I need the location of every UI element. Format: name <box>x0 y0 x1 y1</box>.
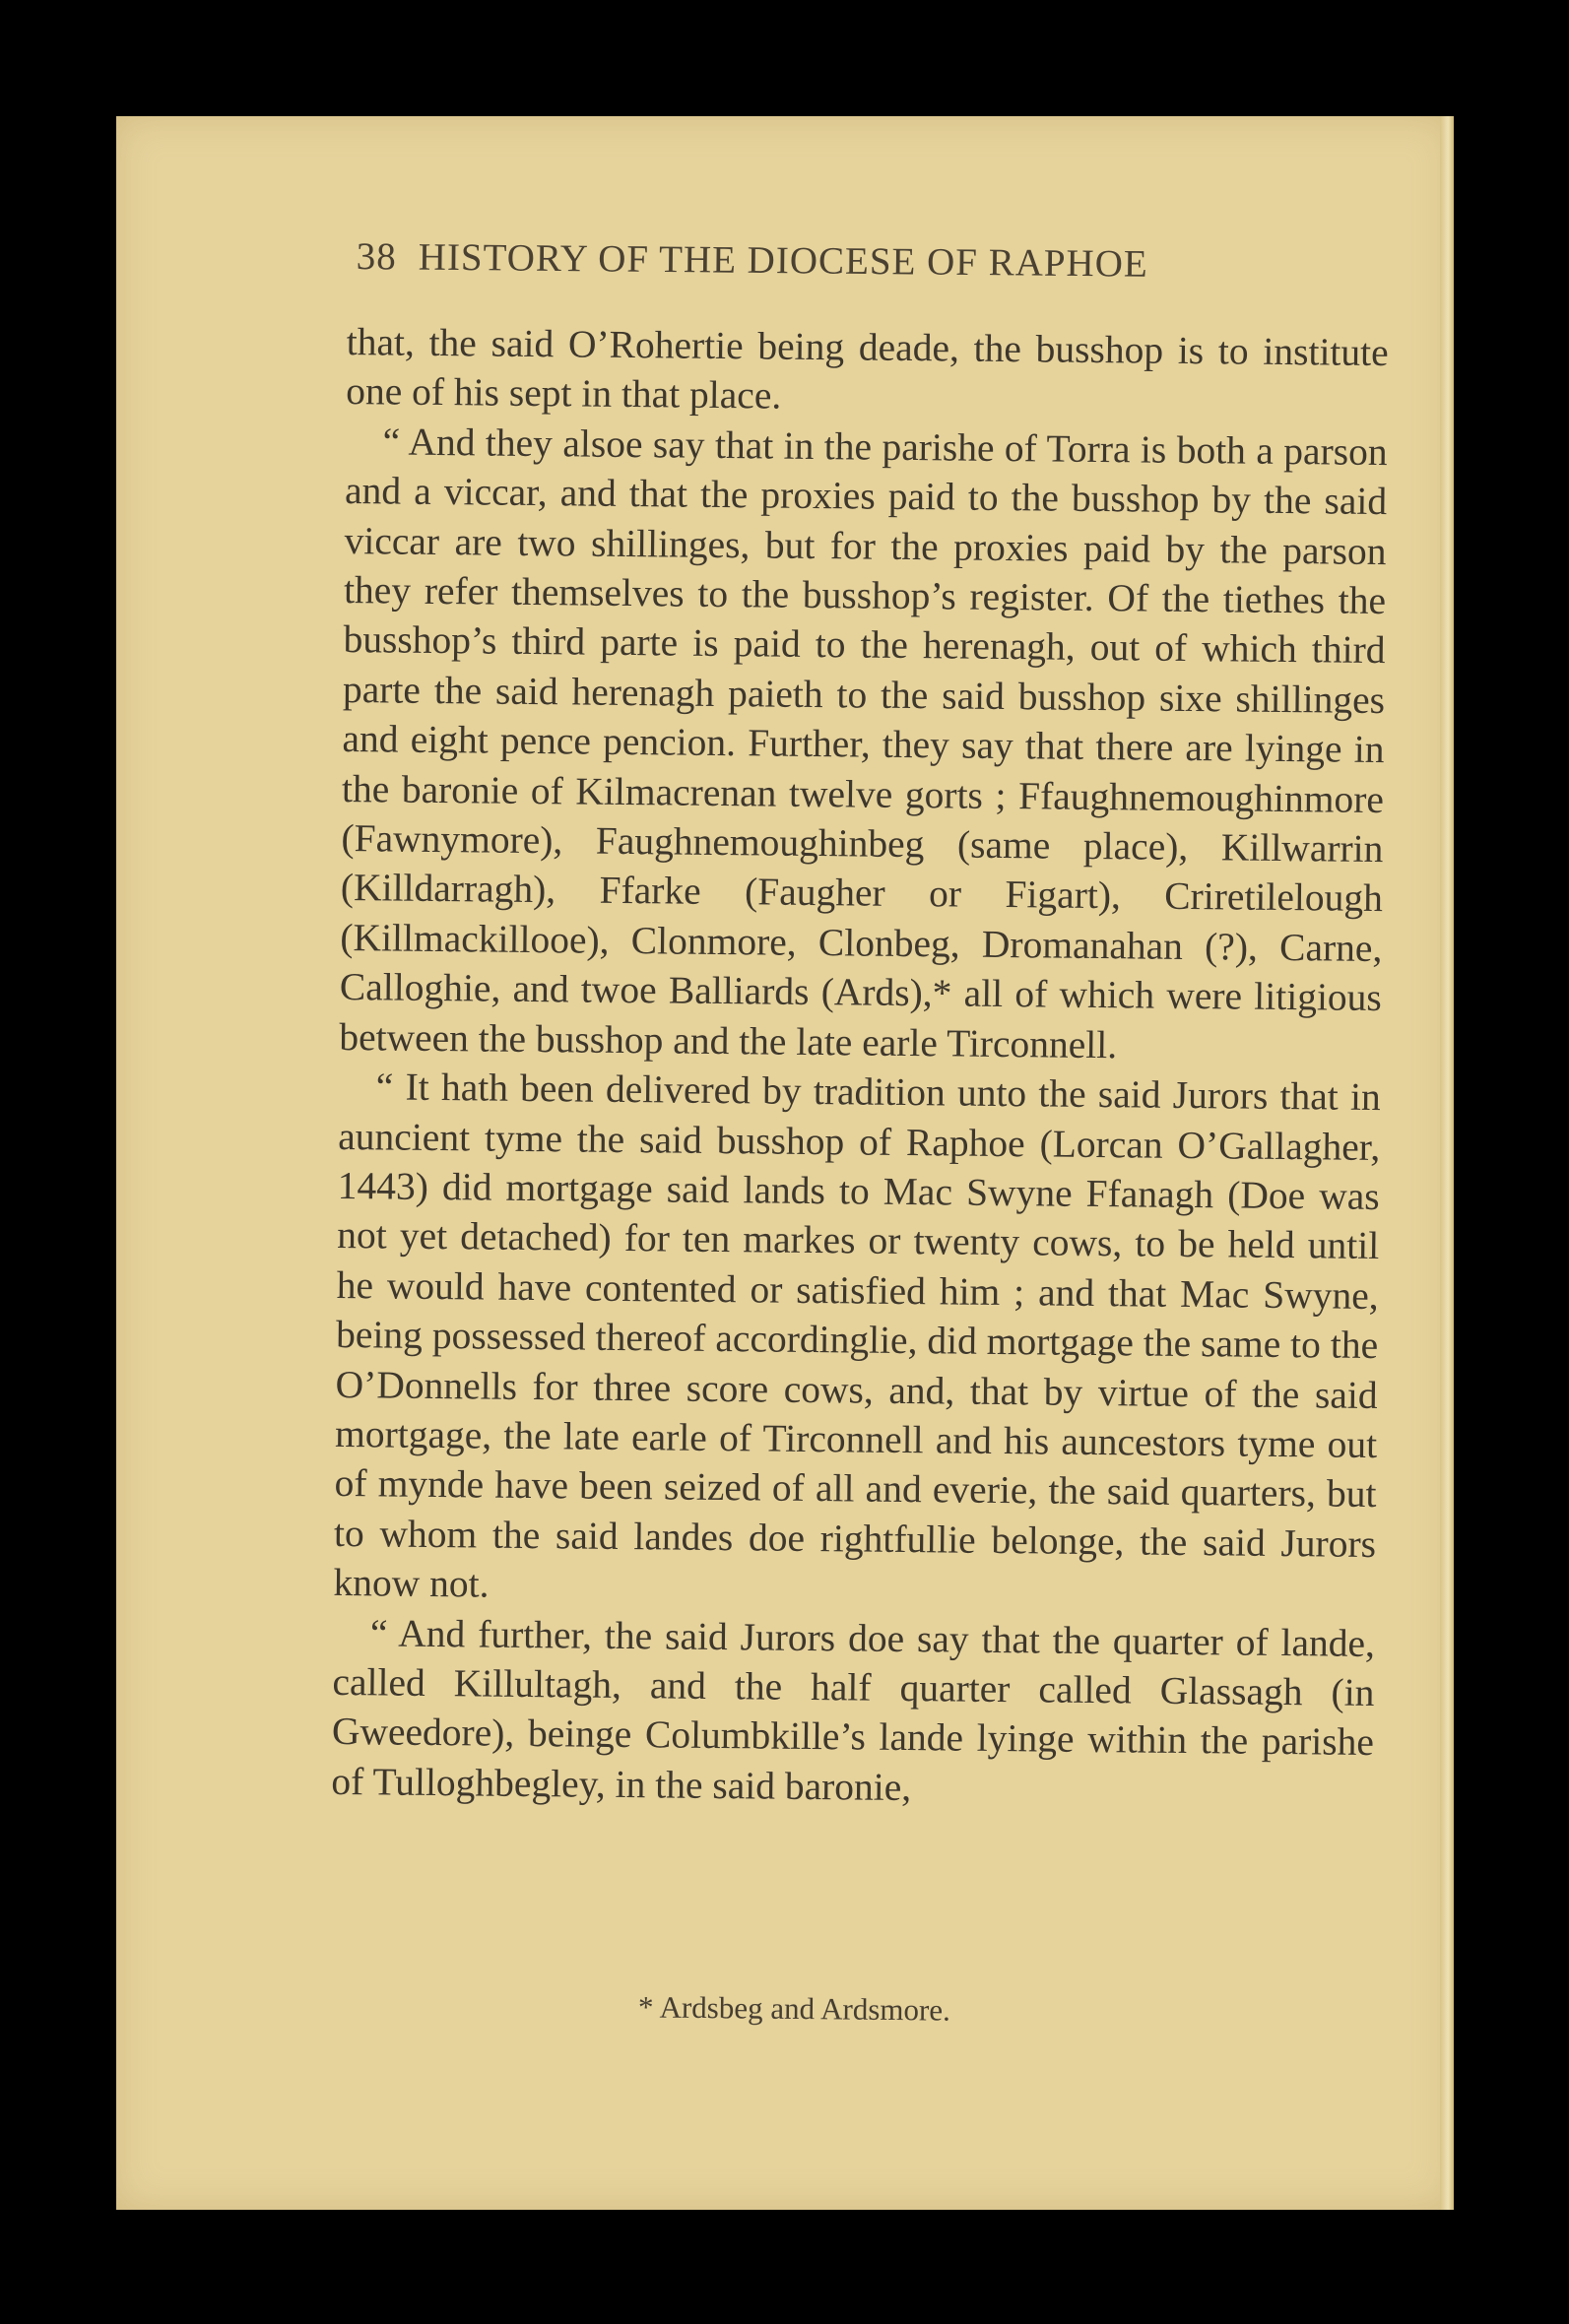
paragraph-3: “ It hath been delivered by tradition unto the said Jurors that in auncient tyme the said busshop of Raphoe (Lorcan O’Gallagher, 1443) did mortgage said lands to Mac Swyne Ffanagh (Doe was not yet detached) for ten markes or twenty cows, to be held until he would have contented or satisfied him ; and that Mac Swyne, being possessed thereof accordinglie, did mortgage the same to the O’Donnells for three score cows, and, that by virtue of the said mortgage, the late earle of Tirconnell and his auncestors tyme out of mynde have been seized of all and everie, the said quarters, but to whom the said landes doe rightfullie belonge, the said Jurors know not. <box>333 1065 1381 1606</box>
footnote: * Ardsbeg and Ardsmore. <box>637 1989 951 2028</box>
paragraph-1: that, the said O’Rohertie being deade, the busshop is to institute one of his sept in that place. <box>345 319 1389 419</box>
paragraph-4: “ And further, the said Jurors doe say that the quarter of lande, called Killultagh, and the half quarter called Glassagh (in Gweedore), beinge Columbkille’s lande lyinge within the parishe of Tulloghbegley, in the said baronie, <box>331 1610 1376 1809</box>
running-title: HISTORY OF THE DIOCESE OF RAPHOE <box>418 235 1148 286</box>
body-text <box>331 317 1389 1817</box>
page-number: 38 <box>356 234 397 279</box>
running-header <box>357 234 1332 289</box>
paragraph-2: “ And they alsoe say that in the parishe of Torra is both a parson and a viccar, and that the proxies paid to the busshop by the said viccar are two shillinges, but for the proxies paid by the parson they refer themselves to the busshop’s register. Of the tiethes the busshop’s third parte is paid to the herenagh, out of which third parte the said herenagh paieth to the said busshop sixe shillinges and eight pence pencion. Further, they say that there are lyinge in the baronie of Kilmacrenan twelve gorts ; Ffaughnemoughinmore (Fawnymore), Faughnemoughinbeg (same place), Killwarrin (Killdarragh), Ffarke (Faugher or Figart), Criretilelough (Killmackillooe), Clonmore, Clonbeg, Dromanahan (?), Carne, Calloghie, and twoe Balliards (Ards),* all of which were litigious between the busshop and the late earle Tirconnell. <box>339 420 1388 1066</box>
page-edge <box>1440 116 1454 2210</box>
